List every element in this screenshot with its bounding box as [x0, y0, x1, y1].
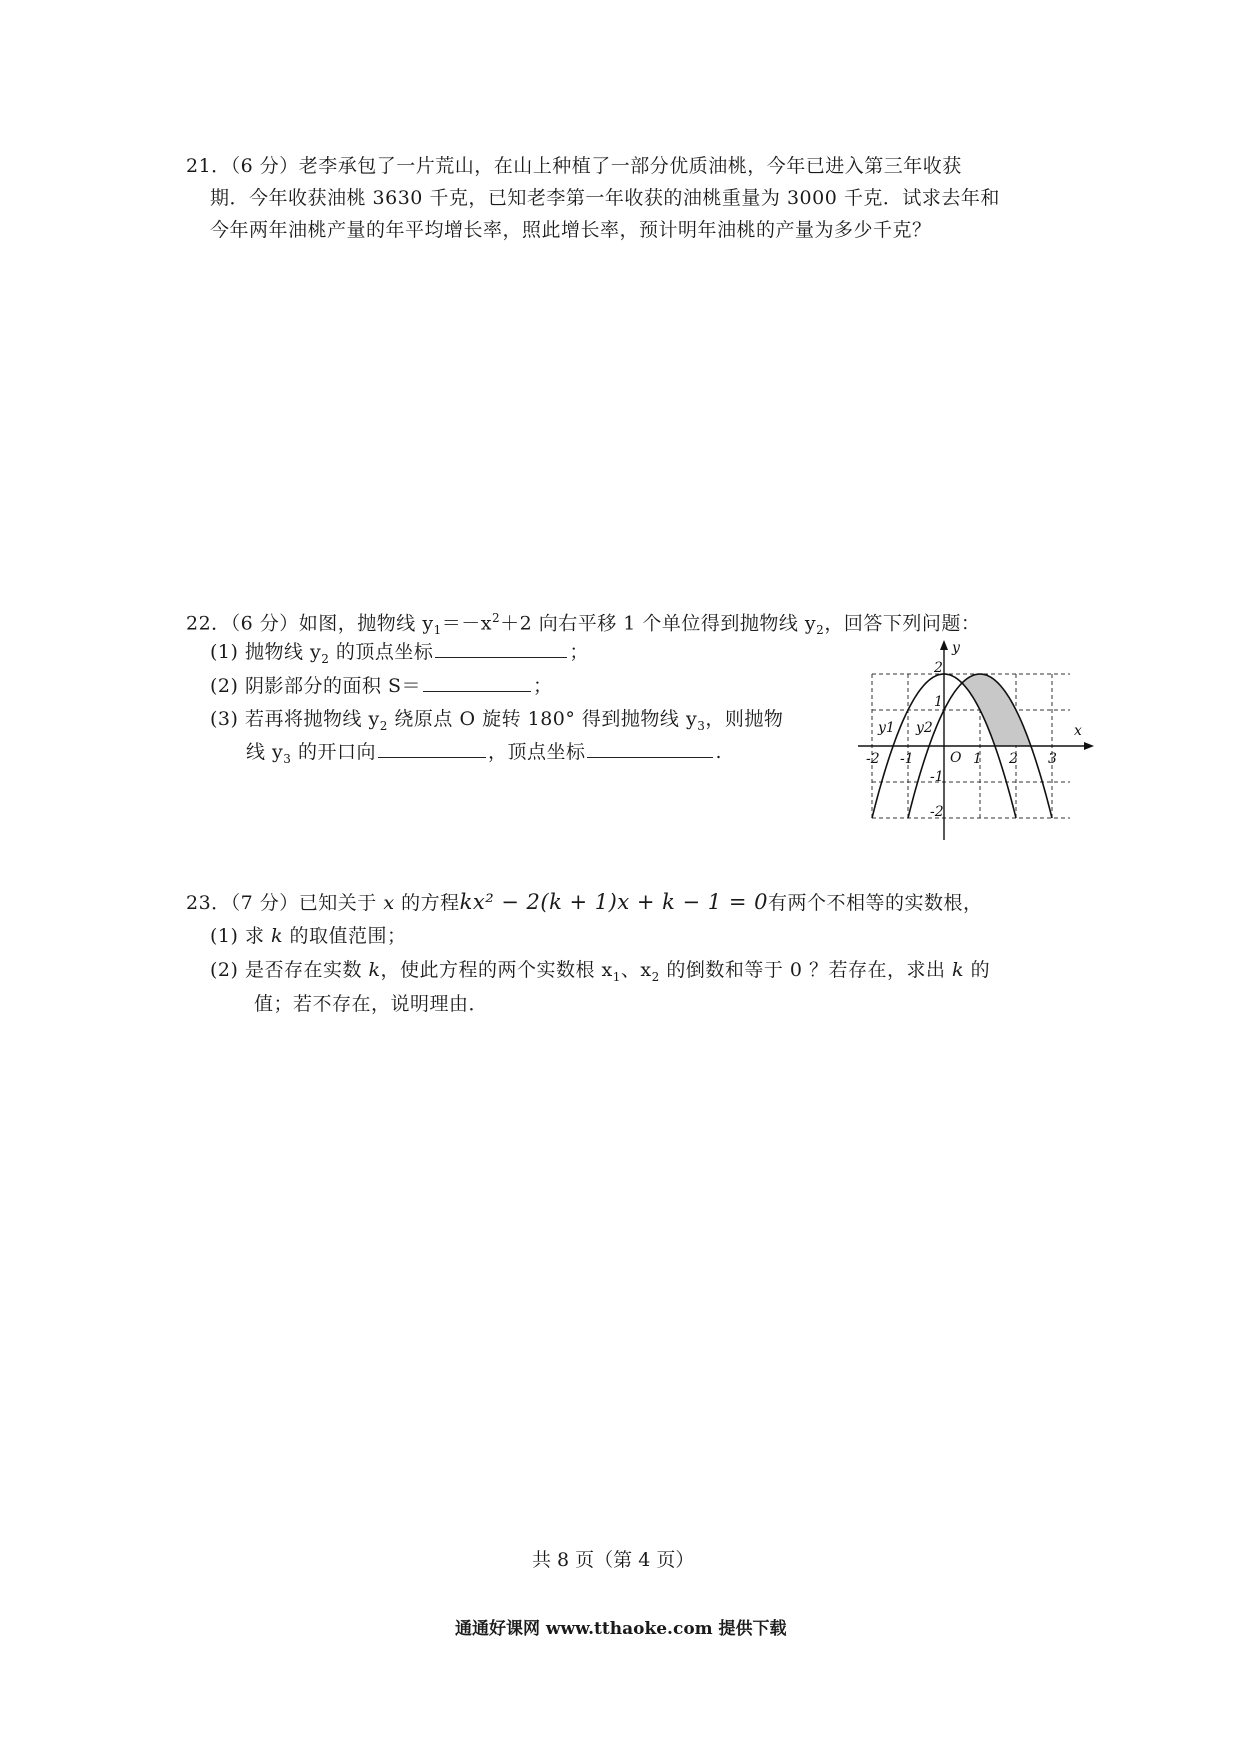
- q22-part-2: (2) 阴影部分的面积 S＝ ；: [210, 670, 553, 702]
- q23-part-2-line-1: (2) 是否存在实数 k，使此方程的两个实数根 $x_1$、$x_2$ 的倒数和等于 0 ？若存在，求出 k 的: [210, 959, 991, 984]
- x-tick-2: 2: [1009, 751, 1018, 767]
- parabola-graph: [842, 634, 1102, 846]
- q22-part-3-line-1: (3) 若再将抛物线 $y_2$ 绕原点 O 旋转 180° 得到抛物线 $y_3$，则抛物: [210, 708, 784, 733]
- answer-blank-direction[interactable]: [378, 737, 486, 758]
- y-tick-neg1: -1: [930, 769, 944, 785]
- x-tick-1: 1: [973, 751, 982, 767]
- q22-part-3-line-2: 线 $y_3$ 的开口向 ，顶点坐标 .: [246, 736, 722, 775]
- answer-blank-area[interactable]: [423, 671, 531, 692]
- y-axis-arrow-icon: [940, 640, 948, 650]
- curve-y2-label: y2: [916, 720, 933, 736]
- page-number: 共 8 页（第 4 页）: [532, 1549, 695, 1571]
- x-tick-neg2: -2: [866, 751, 880, 767]
- q23-stem: 23．（7 分）已知关于 x 的方程kx² − 2(k + 1)x + k − 1 = 0有两个不相等的实数根，: [186, 890, 983, 914]
- q21-line-3: 今年两年油桃产量的年平均增长率，照此增长率，预计明年油桃的产量为多少千克？: [210, 219, 932, 241]
- q21-line-1: 21．（6 分）老李承包了一片荒山，在山上种植了一部分优质油桃，今年已进入第三年收获: [186, 155, 962, 177]
- x-tick-neg1: -1: [900, 751, 914, 767]
- q23-part-1: (1) 求 k 的取值范围；: [210, 925, 407, 947]
- y-tick-neg2: -2: [930, 804, 944, 820]
- curve-y1-label: y1: [878, 720, 895, 736]
- x-axis-label: x: [1074, 723, 1082, 739]
- q23-part-2-line-2: 值；若不存在，说明理由．: [254, 993, 489, 1015]
- y-axis-label: y: [952, 640, 960, 656]
- x-tick-3: 3: [1048, 751, 1057, 767]
- answer-blank-vertex[interactable]: [435, 637, 567, 658]
- q21-line-2: 期．今年收获油桃 3630 千克，已知老李第一年收获的油桃重量为 3000 千克．试求去年和: [210, 187, 1000, 209]
- q22-part-1: (1) 抛物线 $y_2$ 的顶点坐标 ；: [210, 636, 589, 675]
- answer-blank-y3-vertex[interactable]: [587, 737, 713, 758]
- origin-label: O: [950, 750, 962, 766]
- q22-stem: 22．（6 分）如图，抛物线 $y_1=-x^2+2$ 向右平移 1 个单位得到抛物线 $y_2$，回答下列问题：: [186, 611, 981, 638]
- q23-equation: kx² − 2(k + 1)x + k − 1 = 0: [459, 890, 768, 914]
- x-axis-arrow-icon: [1084, 742, 1094, 750]
- source-line: 通通好课网 www.tthaoke.com 提供下载: [455, 1619, 787, 1639]
- y-tick-1: 1: [934, 694, 943, 710]
- y-tick-2: 2: [934, 660, 943, 676]
